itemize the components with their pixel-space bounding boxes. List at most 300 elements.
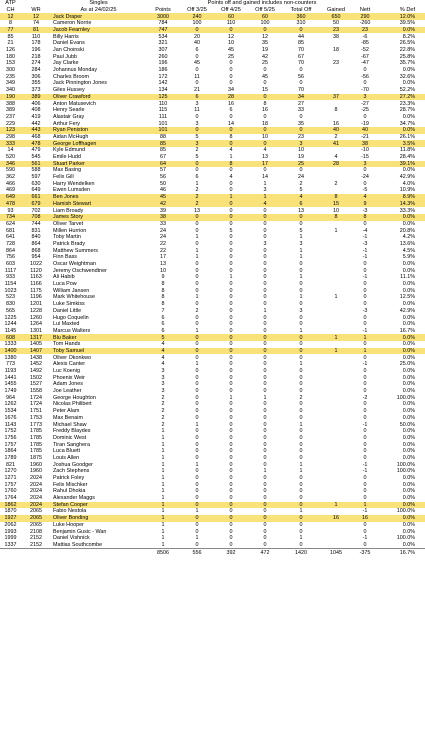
total-off-cell: 1	[299, 274, 303, 281]
pct-def-cell: 0.0%	[402, 321, 416, 328]
table-row	[0, 174, 425, 181]
off3-cell: 0	[263, 321, 267, 328]
off2-cell: 0	[229, 521, 233, 528]
off3-cell: 18	[262, 120, 268, 127]
off2-cell: 0	[214, 502, 248, 509]
table-row	[0, 27, 425, 34]
total-off-cell: 0	[299, 475, 303, 482]
off3-cell: 10	[262, 133, 268, 140]
gained-cell	[320, 100, 352, 107]
gained-cell	[320, 421, 352, 428]
ch-cell: 1262	[4, 401, 17, 408]
off1-cell: 0	[195, 261, 199, 268]
off3-cell: 0	[263, 541, 267, 548]
wr-cell: 1785	[30, 441, 42, 448]
player-name: Luke Hooper	[53, 521, 84, 528]
off1-cell: 0	[195, 528, 199, 535]
gained-cell: 41	[320, 140, 352, 147]
nett-cell: 0	[363, 488, 367, 495]
gained-cell	[320, 528, 352, 535]
gained-cell	[320, 368, 352, 375]
gained-cell	[320, 415, 352, 422]
player-name: Michael Shaw	[53, 421, 87, 428]
player-name: Joshua Goodger	[53, 461, 93, 468]
points-cell: 1	[146, 502, 180, 509]
off1-cell: 0	[180, 127, 214, 134]
off2-cell: 0	[229, 341, 233, 348]
wr-cell: 661	[21, 194, 51, 201]
table-row	[0, 502, 425, 509]
table-row	[0, 194, 425, 201]
table-row	[0, 294, 425, 301]
pct-def-cell: 0.0%	[402, 341, 416, 348]
nett-cell: 0	[363, 414, 367, 421]
player-name: Mark Whitehouse	[53, 294, 95, 301]
pct-def-cell: 0.0%	[402, 301, 416, 308]
ch-header: CH	[6, 6, 15, 13]
off2-cell: 0	[229, 495, 233, 502]
table-row	[0, 254, 425, 261]
ch-cell: 1400	[0, 348, 21, 355]
off2-cell: 0	[229, 267, 233, 274]
nett-cell: 0	[363, 281, 367, 288]
player-name: Nicolas Philibert	[53, 401, 92, 408]
ch-cell: 756	[6, 254, 15, 261]
pct-def-cell: 0.0%	[402, 428, 416, 435]
pct-def-cell: 0.0%	[378, 214, 415, 221]
nett-cell: -25	[361, 107, 369, 114]
points-cell: 45	[146, 194, 180, 201]
wr-cell: 196	[31, 47, 41, 54]
total-off-cell: 5	[299, 187, 303, 194]
nett-cell: -56	[361, 73, 369, 80]
gained-cell	[320, 241, 352, 248]
table-row	[0, 288, 425, 295]
player-name: Charles Broom	[53, 73, 89, 80]
nett-cell: -1	[362, 461, 368, 468]
table-row	[0, 140, 425, 147]
nett-cell: 16	[352, 515, 378, 522]
off2-cell: 0	[229, 307, 233, 314]
player-name: Millen Hurrion	[53, 227, 87, 234]
gained-cell	[320, 167, 352, 174]
ch-cell: 590	[6, 167, 15, 174]
total-off-cell: 0	[282, 214, 320, 221]
pct-def-cell: 0.0%	[378, 127, 415, 134]
nett-cell: -70	[361, 87, 369, 94]
wr-cell: 831	[31, 227, 41, 234]
off1-cell: 0	[195, 113, 199, 120]
player-name: Alexis Canter	[53, 361, 86, 368]
off3-cell: 35	[262, 40, 268, 47]
off1-cell: 0	[180, 515, 214, 522]
total-off-cell: 0	[299, 321, 303, 328]
pct-def-cell: 25.8%	[399, 53, 416, 60]
player-name: Johannus Monday	[53, 67, 98, 74]
wr-cell: 2065	[30, 508, 42, 515]
off1-cell: 0	[195, 374, 199, 381]
points-cell: 88	[160, 133, 166, 140]
off1-cell: 0	[195, 441, 199, 448]
off2-cell: 0	[229, 535, 233, 542]
total-off-cell: 1	[299, 294, 303, 301]
wr-cell: 708	[21, 214, 51, 221]
wr-cell: 1724	[30, 394, 42, 401]
table-row	[0, 341, 425, 348]
off2-cell: 0	[229, 187, 233, 194]
points-cell: 8	[161, 287, 165, 294]
off1-cell: 0	[195, 454, 199, 461]
gained-cell: 23	[320, 27, 352, 34]
gained-cell	[320, 274, 352, 281]
player-name: Toby Martin	[53, 234, 81, 241]
total-off-cell: 0	[299, 434, 303, 441]
ch-cell: 1271	[4, 475, 17, 482]
pct-def-cell: 0.0%	[402, 528, 416, 535]
off1-cell: 0	[195, 167, 199, 174]
ch-cell: 1244	[4, 321, 17, 328]
nett-cell: 0	[363, 321, 367, 328]
wr-cell: 1751	[30, 408, 42, 415]
ch-cell: 1455	[4, 381, 17, 388]
off3-cell: 0	[263, 454, 267, 461]
gained-cell: 8	[320, 214, 352, 221]
wr-cell: 74	[33, 20, 39, 27]
nett-cell: 0	[363, 401, 367, 408]
pct-def-cell: 0.0%	[402, 454, 416, 461]
player-name: Ali Habib	[53, 274, 75, 281]
nett-cell: 0	[363, 521, 367, 528]
table-row	[0, 181, 425, 188]
ch-cell: 1337	[4, 541, 17, 548]
wr-cell: 679	[21, 201, 51, 208]
off3-cell: 0	[248, 515, 282, 522]
total-off-header: Total Off	[290, 6, 312, 13]
off3-cell: 0	[263, 434, 267, 441]
table-row	[0, 187, 425, 194]
off1-cell: 0	[195, 414, 199, 421]
off3-cell: 0	[263, 261, 267, 268]
nett-cell: 0	[363, 481, 367, 488]
nett-cell: -1	[362, 421, 368, 428]
table-row	[0, 247, 425, 254]
table-row	[0, 60, 425, 67]
off1-cell: 1	[195, 327, 199, 334]
ch-cell: 362	[6, 174, 15, 181]
wr-cell: 110	[31, 33, 41, 40]
ch-cell: 864	[6, 247, 15, 254]
pct-def-cell: 13.6%	[399, 240, 416, 247]
off2-cell: 0	[229, 247, 233, 254]
nett-cell: -52	[361, 47, 369, 54]
points-note-header: Points off and gained includes non-counters	[207, 0, 317, 7]
off1-cell: 3	[195, 100, 199, 107]
points-cell: 321	[158, 40, 168, 47]
off1-cell: 3	[180, 140, 214, 147]
gained-cell	[320, 354, 352, 361]
pct-def-cell: 0.0%	[378, 27, 415, 34]
wr-cell: 406	[31, 100, 41, 107]
ch-cell: 1993	[4, 528, 17, 535]
gained-cell	[320, 488, 352, 495]
off2-cell: 0	[229, 388, 233, 395]
ch-cell: 1789	[4, 454, 17, 461]
total-off-cell: 10	[298, 147, 304, 154]
wr-cell: 1407	[21, 348, 51, 355]
off3-cell: 0	[248, 140, 282, 147]
off1-cell: 0	[195, 267, 199, 274]
pct-def-cell: 100.0%	[396, 468, 416, 475]
off1-cell: 45	[194, 60, 200, 67]
off2-cell: 0	[229, 254, 233, 261]
off3-cell: 16	[262, 107, 268, 114]
gained-cell	[320, 381, 352, 388]
pct-def-cell: 0.0%	[402, 67, 416, 74]
player-name: Oscar Weightman	[53, 261, 97, 268]
gained-cell	[320, 54, 352, 61]
player-name: Fabio Nestola	[53, 508, 87, 515]
player-name: Jacob Fearnley	[51, 27, 146, 34]
player-name: Daniel Little	[53, 307, 82, 314]
table-row	[0, 234, 425, 241]
off2-cell: 4	[229, 174, 233, 181]
off3-cell: 0	[263, 274, 267, 281]
player-name: William Jansen	[53, 287, 90, 294]
wr-cell: 588	[31, 167, 41, 174]
table-row	[0, 207, 425, 214]
ch-cell: 77	[0, 27, 21, 34]
ch-cell: 190	[0, 94, 21, 101]
table-row	[0, 74, 425, 81]
gained-cell: 8	[334, 107, 338, 114]
nett-cell: 0	[363, 80, 367, 87]
nett-cell: -1	[362, 234, 368, 241]
off3-cell: 0	[263, 267, 267, 274]
points-cell: 1	[146, 515, 180, 522]
header-row-2	[0, 7, 425, 14]
pct-def-cell: 28.7%	[399, 107, 416, 114]
player-name: Oliver Tarvet	[53, 220, 84, 227]
points-cell: 101	[158, 120, 168, 127]
off2-cell: 45	[228, 47, 234, 54]
points-cell: 8	[161, 281, 165, 288]
gained-cell	[320, 475, 352, 482]
table-row	[0, 361, 425, 368]
table-row	[0, 401, 425, 408]
off1-cell: 6	[195, 47, 199, 54]
total-off-cell: 1	[299, 361, 303, 368]
total-off-cell: 34	[282, 94, 320, 101]
off1-cell: 0	[195, 67, 199, 74]
wr-cell: 649	[31, 187, 41, 194]
nett-cell: 1	[352, 348, 378, 355]
pct-def-cell: 50.0%	[399, 421, 416, 428]
player-name: Lui Maxted	[53, 321, 80, 328]
total-off-cell: 0	[299, 267, 303, 274]
ch-cell: 964	[6, 394, 15, 401]
gained-cell	[320, 328, 352, 335]
off3-cell: 0	[263, 528, 267, 535]
off3-cell: 0	[263, 428, 267, 435]
total-off-cell: 0	[299, 495, 303, 502]
off3-cell: 0	[248, 502, 282, 509]
off2-cell: 0	[229, 281, 233, 288]
player-name: George Loffhagen	[51, 140, 146, 147]
nett-cell: 0	[363, 408, 367, 415]
points-cell: 172	[158, 73, 168, 80]
nett-cell: 0	[363, 314, 367, 321]
off2-cell: 0	[229, 468, 233, 475]
points-cell: 2	[161, 408, 165, 415]
table-row	[0, 415, 425, 422]
gained-cell: 1	[334, 294, 338, 301]
pct-def-cell: 0.0%	[402, 401, 416, 408]
table-row	[0, 274, 425, 281]
off2-cell: 0	[214, 334, 248, 341]
off2-cell: 0	[229, 475, 233, 482]
gained-cell	[320, 288, 352, 295]
total-off-cell: 0	[299, 481, 303, 488]
points-cell: 4	[161, 354, 165, 361]
off3-cell: 1	[248, 194, 282, 201]
wr-cell: 1452	[30, 361, 42, 368]
nett-cell: 0	[363, 294, 367, 301]
nett-cell: 0	[363, 354, 367, 361]
total-off-cell: 1	[299, 468, 303, 475]
total-off-cell: 19	[298, 154, 304, 161]
table-row	[0, 241, 425, 248]
ch-cell: 1756	[4, 434, 17, 441]
nett-cell: 9	[352, 201, 378, 208]
off1-cell: 0	[195, 394, 199, 401]
ch-cell: 520	[6, 154, 15, 161]
pct-def-cell: 0.0%	[402, 80, 416, 87]
player-name: Jeremy Oschwendtner	[53, 267, 107, 274]
player-name: Oliver Crawford	[51, 94, 146, 101]
points-cell: 307	[158, 47, 168, 54]
gained-cell	[320, 281, 352, 288]
wr-cell: 355	[31, 80, 41, 87]
points-cell: 85	[160, 147, 166, 154]
total-off-cell: 6	[282, 201, 320, 208]
wr-cell: 1163	[30, 274, 42, 281]
off1-cell: 0	[195, 408, 199, 415]
pct-def-cell: 25.0%	[399, 361, 416, 368]
pct-def-cell: 14.3%	[378, 201, 415, 208]
nett-cell: -19	[361, 120, 369, 127]
total-off-cell: 44	[298, 33, 304, 40]
player-name: Tom Hands	[53, 341, 81, 348]
ch-cell: 85	[7, 33, 14, 40]
player-name: Henry Searle	[53, 107, 85, 114]
nett-cell: 0	[363, 381, 367, 388]
nett-cell: 0	[363, 220, 367, 227]
ch-cell: 298	[6, 133, 15, 140]
gained-cell: 50	[333, 20, 339, 27]
wr-cell: 1438	[30, 354, 42, 361]
off1-cell: 3	[195, 120, 199, 127]
pct-def-cell: 0.0%	[402, 434, 416, 441]
ch-cell: 2062	[4, 521, 17, 528]
total-off-cell: 0	[299, 401, 303, 408]
off3-cell: 0	[263, 234, 267, 241]
off2-cell: 0	[214, 214, 248, 221]
points-cell: 85	[146, 140, 180, 147]
gained-cell	[320, 495, 352, 502]
off3-cell: 25	[262, 60, 268, 67]
nett-cell: 0	[363, 434, 367, 441]
nett-cell: 4	[352, 194, 378, 201]
points-cell: 5	[146, 334, 180, 341]
ch-cell: 349	[6, 80, 15, 87]
player-name: Anton Matusevich	[53, 100, 96, 107]
nett-cell: 40	[352, 127, 378, 134]
table-row	[0, 448, 425, 455]
off3-cell: 0	[248, 214, 282, 221]
wr-cell: 864	[31, 240, 41, 247]
total-off-cell: 4	[282, 194, 320, 201]
total-off-cell: 0	[282, 127, 320, 134]
off1-cell: 0	[195, 321, 199, 328]
pct-def-cell: 0.0%	[402, 287, 416, 294]
total-off-cell: 0	[299, 374, 303, 381]
total-off-cell: 0	[299, 521, 303, 528]
player-name: Emile Hudd	[53, 154, 81, 161]
nett-header: Nett	[359, 6, 371, 13]
total-off-cell: 70	[298, 87, 304, 94]
off1-cell: 0	[195, 314, 199, 321]
total-off-cell: 360	[282, 13, 320, 20]
wr-cell: 1175	[30, 287, 42, 294]
ch-cell: 180	[6, 53, 15, 60]
nett-cell: -47	[361, 60, 369, 67]
pct-def-cell: 100.0%	[396, 508, 416, 515]
off2-cell: 0	[229, 428, 233, 435]
wr-cell: 1785	[30, 434, 42, 441]
off3-cell: 4	[248, 201, 282, 208]
total-off-cell: 0	[299, 528, 303, 535]
points-cell: 1	[161, 541, 165, 548]
table-row	[0, 435, 425, 442]
ch-cell: 8	[9, 20, 12, 27]
off3-cell: 0	[263, 374, 267, 381]
wr-cell: 478	[21, 140, 51, 147]
off1-cell: 0	[195, 521, 199, 528]
off1-cell: 6	[180, 94, 214, 101]
player-name: Luke Simkiss	[53, 301, 85, 308]
nett-cell: 0	[363, 180, 367, 187]
table-row	[0, 107, 425, 114]
points-cell: 8	[161, 301, 165, 308]
totals-row	[0, 549, 425, 556]
player-name: Matthew Summers	[53, 247, 98, 254]
pct-def-cell: 0.0%	[402, 448, 416, 455]
table-row	[0, 227, 425, 234]
off2-cell: 0	[229, 261, 233, 268]
ch-cell: 153	[6, 60, 15, 67]
off3-cell: 0	[263, 448, 267, 455]
off3-cell: 0	[263, 408, 267, 415]
total-off-cell: 0	[299, 428, 303, 435]
points-cell: 22	[160, 240, 166, 247]
gained-cell: 38	[333, 33, 339, 40]
ch-cell: 1676	[4, 414, 17, 421]
pct-def-cell: 100.0%	[396, 394, 416, 401]
wr-cell: 545	[31, 154, 41, 161]
pct-def-cell: 0.0%	[378, 334, 415, 341]
off2-cell: 0	[229, 454, 233, 461]
gained-cell	[320, 461, 352, 468]
